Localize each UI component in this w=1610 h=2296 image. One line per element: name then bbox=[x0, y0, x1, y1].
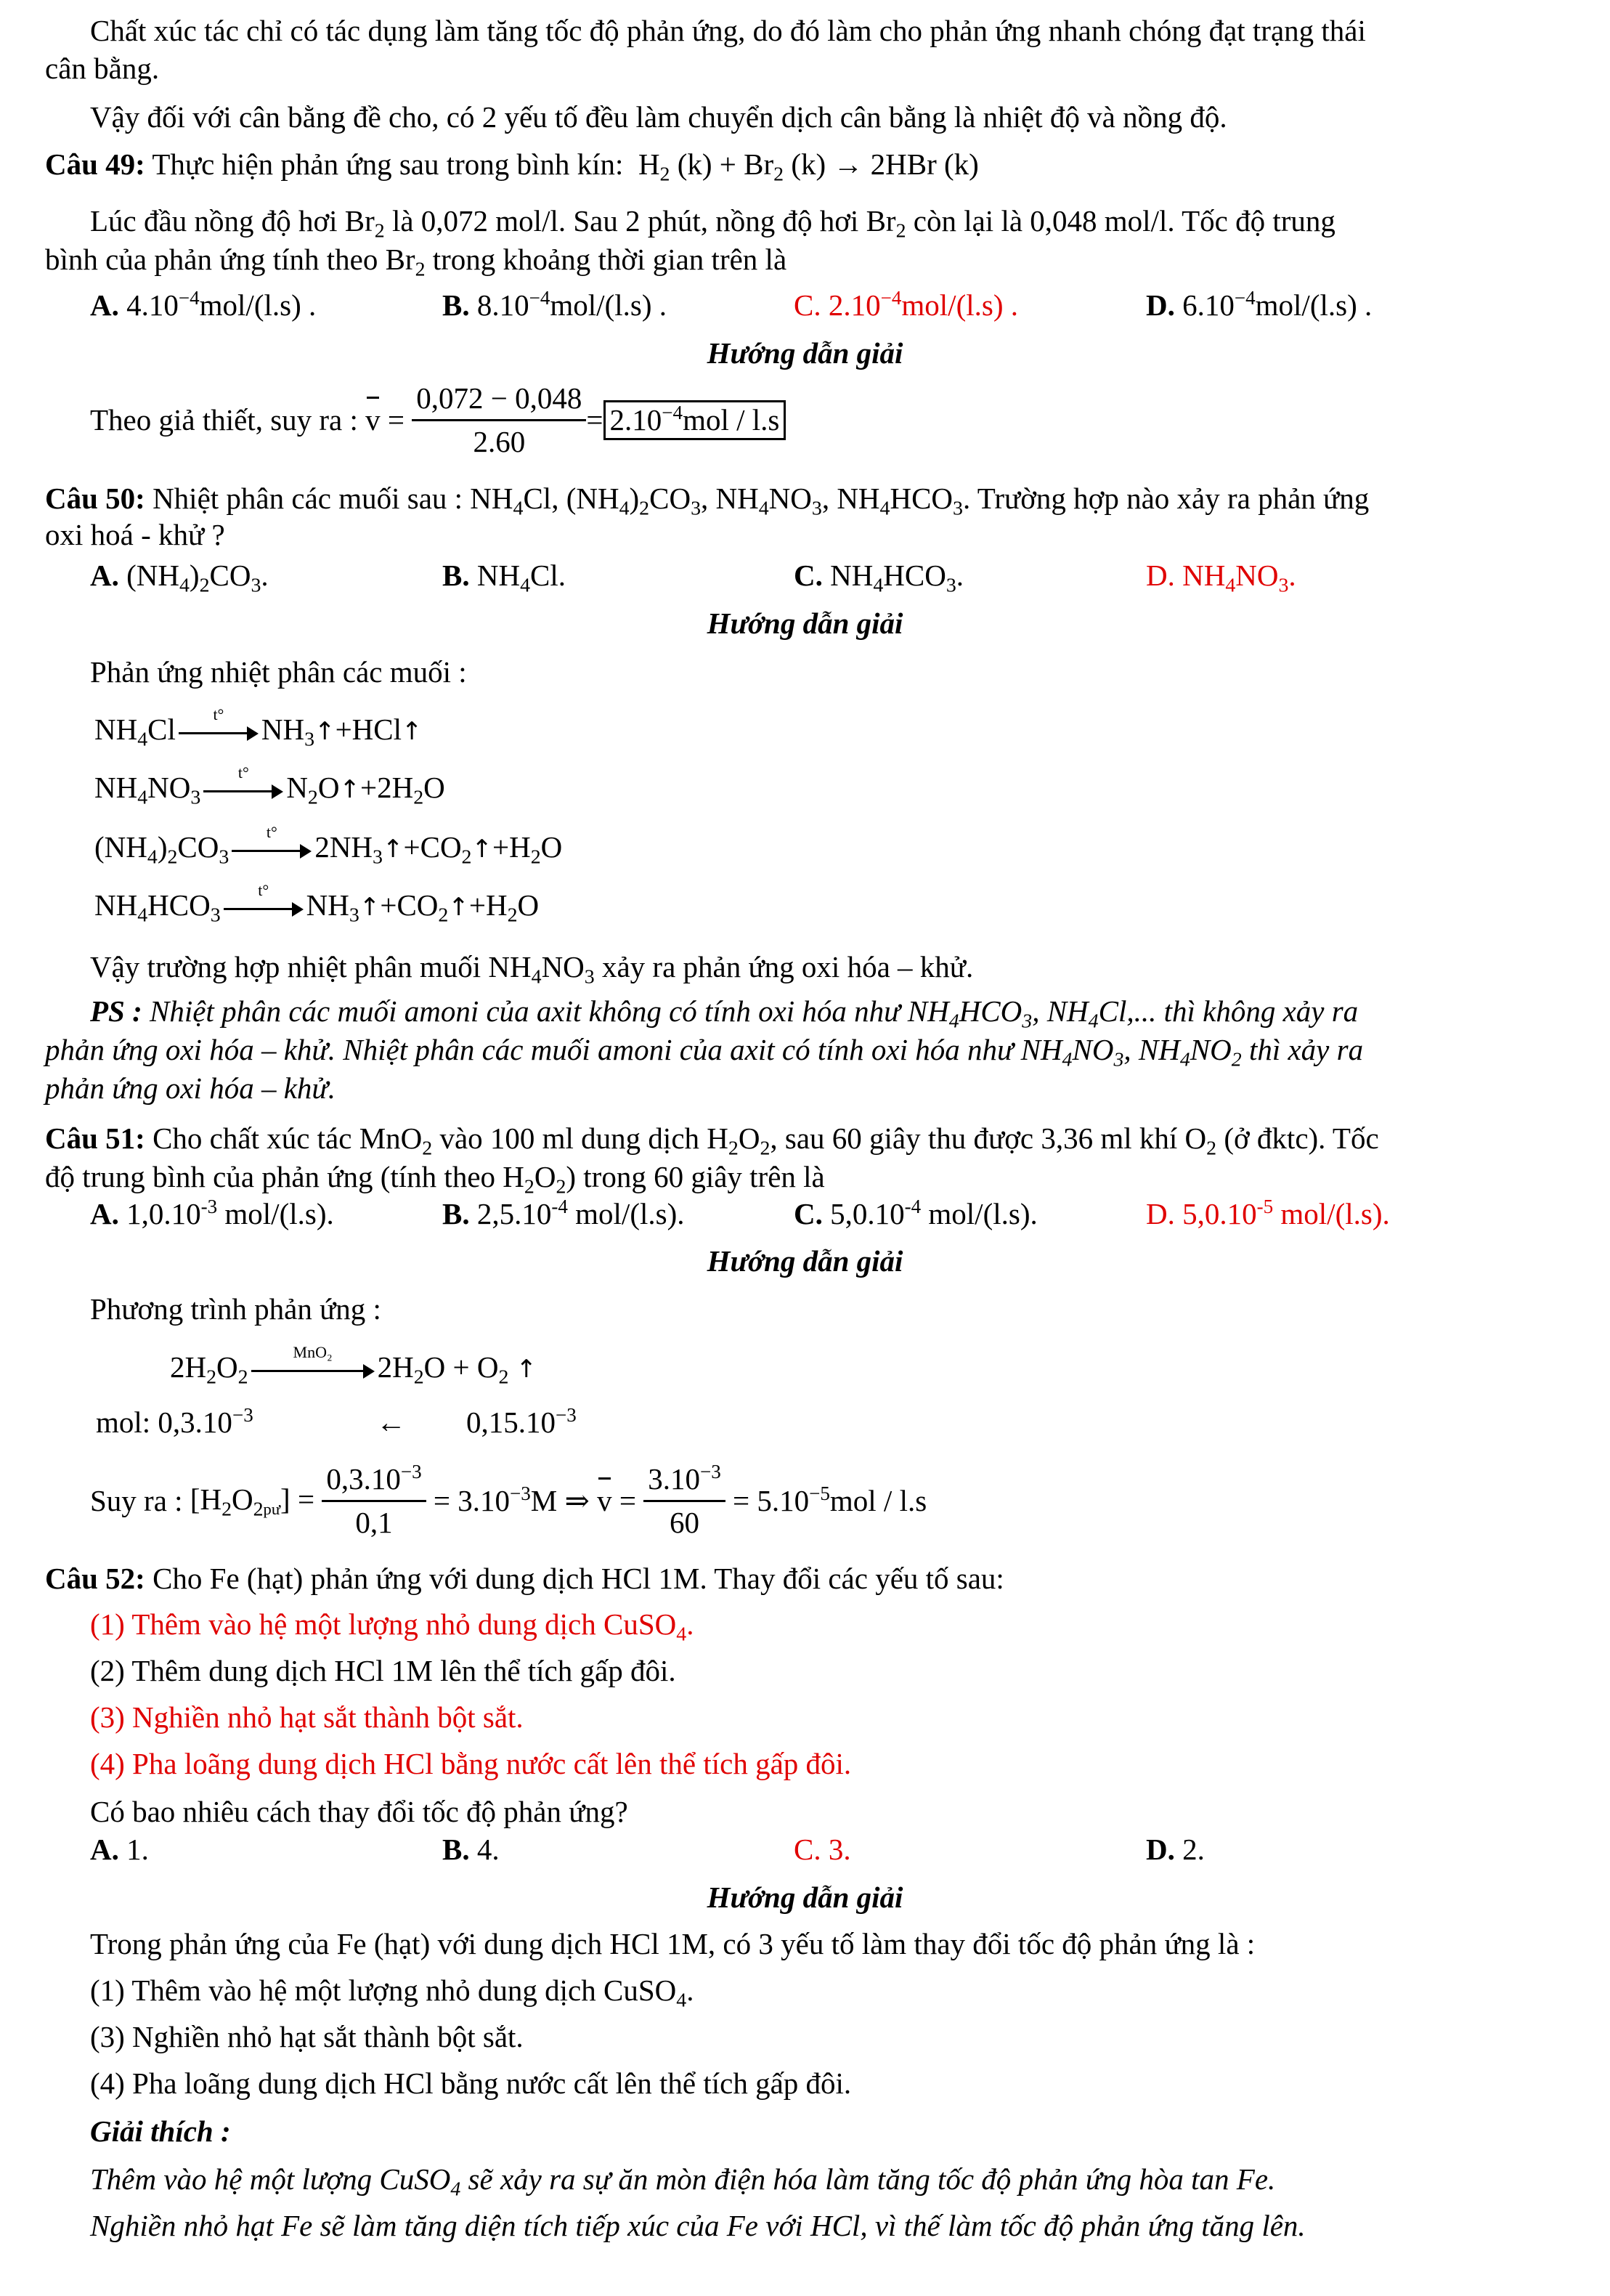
q52-explain-1: Thêm vào hệ một lượng CuSO$_4$ sẽ xảy ra sự ăn mòn điện hóa làm tăng tốc độ phản ứng hòa tan Fe. bbox=[90, 2162, 1276, 2201]
q52-item-3: (3) Nghiền nhỏ hạt sắt thành bột sắt. bbox=[90, 1700, 524, 1734]
q51-sol-intro: Phương trình phản ứng : bbox=[90, 1292, 381, 1326]
q52-option-b: B. 4. bbox=[442, 1833, 500, 1866]
q49-fraction: $\frac{0,072 - 0,048}{2.60}$ bbox=[412, 384, 586, 457]
q50-option-c: C. $NH_4HCO_3$. bbox=[794, 559, 964, 597]
q51-option-c: C. $5,0.10^{-4}$ mol/(l.s). bbox=[794, 1196, 1038, 1230]
q51-solution-heading: Hướng dẫn giải bbox=[707, 1244, 903, 1278]
q51-option-a: A. $1,0.10^{-3}$ mol/(l.s). bbox=[90, 1196, 334, 1230]
q49-line-2: Lúc đầu nồng độ hơi $Br_2$ là 0,072 mol/l. Sau 2 phút, nồng độ hơi $Br_2$ còn lại là 0,048 mol/l. Tốc độ trung bbox=[90, 204, 1335, 243]
q50-option-d: D. $NH_4NO_3$. bbox=[1146, 559, 1296, 597]
q49-label: Câu 49: bbox=[45, 147, 145, 181]
q50-eq-2: $NH_4NO_3$ t° $N_2O↑+2H_2O$ bbox=[94, 763, 445, 809]
q50-stem: Câu 50: Nhiệt phân các muối sau : $NH_4Cl$, $(NH_4)_2CO_3$, $NH_4NO_3$, $NH_4HCO_3$. Trường hợp nào xảy ra phản ứng bbox=[45, 482, 1370, 520]
q52-stem: Câu 52: Cho Fe (hạt) phản ứng với dung dịch HCl 1M. Thay đổi các yếu tố sau: bbox=[45, 1562, 1004, 1595]
q50-conclusion: Vậy trường hợp nhiệt phân muối $NH_4NO_3$ xảy ra phản ứng oxi hóa – khử. bbox=[90, 950, 974, 989]
q51-equation: $2H_2O_2$ MnO₂ $2H_2O + O_2$ ↑ bbox=[170, 1342, 537, 1389]
q52-solution-heading: Hướng dẫn giải bbox=[707, 1881, 903, 1914]
q51-calculation: Suy ra : $[H_2O_{2pư}]$ = $\frac{0,3.10^{-3}}{0,1}$ = $3.10^{-3}M$ ⇒ v = $\frac{3.10^{-3}}{60}$ = $5.10^{-5}mol / l.s$ bbox=[90, 1461, 927, 1539]
q49-option-b: B. $8.10^{-4}mol/(l.s)$ . bbox=[442, 287, 667, 322]
q52-question: Có bao nhiêu cách thay đổi tốc độ phản ứng? bbox=[90, 1795, 628, 1828]
q49-stem bbox=[45, 147, 979, 186]
q52-sol-item-4: (4) Pha loãng dung dịch HCl bằng nước cất lên thể tích gấp đôi. bbox=[90, 2066, 852, 2100]
q50-option-a: A. $(NH_4)_2CO_3$. bbox=[90, 559, 269, 597]
q52-item-4: (4) Pha loãng dung dịch HCl bằng nước cất lên thể tích gấp đôi. bbox=[90, 1747, 852, 1780]
intro-line-3: Vậy đối với cân bằng đề cho, có 2 yếu tố đều làm chuyển dịch cân bằng là nhiệt độ và nồng độ. bbox=[90, 100, 1227, 134]
q49-solution-heading: Hướng dẫn giải bbox=[707, 336, 903, 370]
q52-option-a: A. 1. bbox=[90, 1833, 149, 1866]
q50-ps-line-3: phản ứng oxi hóa – khử. bbox=[45, 1071, 336, 1105]
q51-line-2: độ trung bình của phản ứng (tính theo $H_2O_2$) trong 60 giây trên là bbox=[45, 1160, 825, 1198]
q52-solution-line: Trong phản ứng của Fe (hạt) với dung dịch HCl 1M, có 3 yếu tố làm thay đổi tốc độ phản ứng là : bbox=[90, 1927, 1256, 1960]
q50-solution-heading: Hướng dẫn giải bbox=[707, 607, 903, 640]
q50-option-b: B. $NH_4Cl$. bbox=[442, 559, 566, 597]
q51-stem: Câu 51: Cho chất xúc tác MnO$_2$ vào 100 ml dung dịch $H_2O_2$, sau 60 giây thu được 3,36 ml khí $O_2$ (ở đktc). Tốc bbox=[45, 1121, 1379, 1160]
q52-explain-label: Giải thích : bbox=[90, 2114, 231, 2148]
q52-item-1: (1) Thêm vào hệ một lượng nhỏ dung dịch CuSO$_4$. bbox=[90, 1607, 694, 1646]
q50-ps-line-2: phản ứng oxi hóa – khử. Nhiệt phân các muối amoni của axit có tính oxi hóa như $NH_4NO_3$, $NH_4NO_2$ thì xảy ra bbox=[45, 1033, 1364, 1071]
intro-line-1: Chất xúc tác chỉ có tác dụng làm tăng tốc độ phản ứng, do đó làm cho phản ứng nhanh chóng đạt trạng thái bbox=[90, 14, 1366, 47]
q49-option-d: D. $6.10^{-4}mol/(l.s)$ . bbox=[1146, 287, 1373, 322]
q49-boxed-answer: $2.10^{-4}mol / l.s$ bbox=[603, 400, 786, 440]
intro-line-2: cân bằng. bbox=[45, 52, 160, 85]
q49-solution: Theo giả thiết, suy ra : v = $\frac{0,072 - 0,048}{2.60}$ = $2.10^{-4}mol / l.s$ bbox=[90, 384, 786, 457]
q51-option-d: D. $5,0.10^{-5}$ mol/(l.s). bbox=[1146, 1196, 1390, 1230]
q49-line-3: bình của phản ứng tính theo $Br_2$ trong khoảng thời gian trên là bbox=[45, 243, 787, 281]
q51-mol-right: $0,15.10^{-3}$ bbox=[466, 1404, 577, 1439]
q50-eq-1: $NH_4Cl$ t° $NH_3↑+HCl↑$ bbox=[94, 705, 423, 751]
q52-item-2: (2) Thêm dung dịch HCl 1M lên thể tích gấp đôi. bbox=[90, 1654, 676, 1687]
q52-explain-2: Nghiền nhỏ hạt Fe sẽ làm tăng diện tích tiếp xúc của Fe với HCl, vì thế làm tốc độ phản ứng tăng lên. bbox=[90, 2209, 1306, 2242]
q50-sol-intro: Phản ứng nhiệt phân các muối : bbox=[90, 655, 467, 689]
q52-option-d: D. 2. bbox=[1146, 1833, 1205, 1866]
q49-option-c: C. $2.10^{-4}mol/(l.s)$ . bbox=[794, 287, 1018, 322]
q51-back-arrow: ← bbox=[376, 1405, 406, 1439]
q51-option-b: B. $2,5.10^{-4}$ mol/(l.s). bbox=[442, 1196, 685, 1230]
q49-option-a: A. $4.10^{-4}mol/(l.s)$ . bbox=[90, 287, 317, 322]
q49-equation: $H_2$ $(k) + Br_2$ (k) → 2HBr (k) bbox=[630, 147, 979, 186]
q52-sol-item-3: (3) Nghiền nhỏ hạt sắt thành bột sắt. bbox=[90, 2020, 524, 2053]
q50-eq-4: $NH_4HCO_3$ t° $NH_3↑+CO_2↑+H_2O$ bbox=[94, 880, 540, 927]
q52-sol-item-1: (1) Thêm vào hệ một lượng nhỏ dung dịch CuSO$_4$. bbox=[90, 1973, 694, 2012]
q49-text: Thực hiện phản ứng sau trong bình kín: bbox=[152, 147, 624, 181]
q50-eq-3: $(NH_4)_2CO_3$ t° $2NH_3↑+CO_2↑+H_2O$ bbox=[94, 822, 563, 869]
q52-option-c: C. 3. bbox=[794, 1833, 851, 1866]
q50-ps-line-1: PS : Nhiệt phân các muối amoni của axit không có tính oxi hóa như $NH_4HCO_3$, $NH_4Cl$,... thì không xảy ra bbox=[90, 994, 1359, 1033]
q50-line-2: oxi hoá - khử ? bbox=[45, 518, 225, 551]
q51-mol-line: mol: $0,3.10^{-3}$ bbox=[96, 1404, 253, 1439]
